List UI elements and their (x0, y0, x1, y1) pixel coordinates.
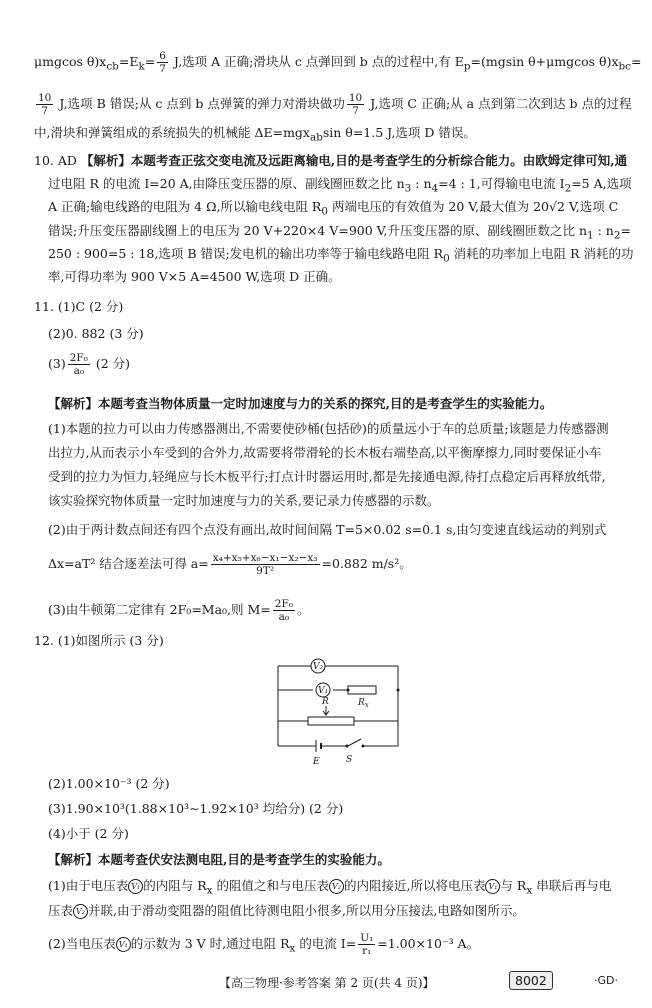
text-line-3: 中,滑块和弹簧组成的系统损失的机械能 ΔE=mgx$_{ab}$sin θ=1.5 J,选项 D 错误。 (34, 125, 476, 144)
q11-para-3: 受到的拉力为恒力,轻绳应与长木板平行;打点计时器运用时,都是先接通电源,待打点稳定后再释放纸带, (48, 469, 606, 484)
voltmeter-v2-symbol: V₂ (73, 904, 88, 919)
circuit-diagram (268, 656, 418, 766)
q10-line-2: 过电阻 R 的电流 I=20 A,由降压变压器的原、副线圈匝数之比 $n_3$ : $n_4=4$ : 1,可得输电电流 $I_2=5$ A,选项 (48, 176, 632, 195)
voltmeter-v1-symbol: V₁ (116, 937, 131, 952)
q10-line-3: A 正确;输电线路的电阻为 4 Ω,所以输电线电阻 $R_0$ 两端电压的有效值为 20 V,最大值为 20√2 V,选项 C (48, 199, 619, 218)
v2-label: V₂ (313, 662, 324, 672)
s-label: S (346, 755, 353, 765)
q11-para-7: (3)由牛顿第二定律有 2F₀=Ma₀,则 M= $\frac{\text{2F₀}}{\text{a₀}}$ 。 (48, 598, 310, 623)
q11-answer-2: (2)0. 882 (3 分) (48, 326, 144, 341)
e-label: E (313, 757, 320, 766)
text-line-2: $\frac{10}{7}$ J,选项 B 错误;从 c 点到 b 点弹簧的弹力对滑块做功 $\frac{10}{7}$ J,选项 C 正确;从 a 点到第二次到达 b 点的过程 (38, 92, 632, 117)
q11-analysis-heading: 【解析】本题考查当物体质量一定时加速度与力的关系的探究,目的是考查学生的实验能力。 (48, 396, 553, 411)
footer-code-badge: 8002 (509, 971, 553, 990)
fraction: $\frac{\text{2F₀}}{\text{a₀}}$ (274, 598, 293, 623)
fraction: $\frac{\text{x₄+x₅+x₆−x₁−x₂−x₃}}{\text{9T²}}$ (212, 552, 318, 577)
fraction: $\frac{\text{2F₀}}{\text{a₀}}$ (69, 352, 88, 377)
rheostat (308, 717, 354, 725)
q11-answer-3: (3) $\frac{\text{2F₀}}{\text{a₀}}$ (2 分) (48, 352, 131, 377)
q11-para-2: 出拉力,从而表示小车受到的合外力,故需要将带滑轮的长木板右端垫高,以平衡摩擦力,同时要保证小车 (48, 445, 602, 460)
rx-label: $R_x$ (358, 698, 369, 709)
q12-para-2: 压表 V₂ 并联,由于滑动变阻器的阻值比待测电阻小很多,所以用分压接法,电路如图所示。 (48, 903, 525, 918)
junction-dot (397, 689, 400, 692)
q12-para-3: (2)当电压表 V₁ 的示数为 3 V 时,通过电阻 $R_x$ 的电流 I= $\frac{\text{U₁}}{\text{r₁}}$ =1.00×10⁻³ A。 (48, 932, 480, 957)
q10-line-6: 率,可得功率为 900 V×5 A=4500 W,选项 D 正确。 (48, 269, 341, 284)
q11-para-1: (1)本题的拉力可以由力传感器测出,不需要使砂桶(包括砂)的质量远小于车的总质量;该题是力传感器测 (48, 421, 609, 436)
q11-answer-1: 11. (1)C (2 分) (34, 299, 124, 314)
fraction: $\frac{10}{7}$ (348, 92, 363, 117)
fraction: $\frac{6}{7}$ (159, 50, 166, 75)
rx-resistor (348, 686, 376, 694)
q11-para-5: (2)由于两计数点间还有四个点没有画出,故时间间隔 T=5×0.02 s=0.1 s,由匀变速直线运动的判别式 (48, 522, 607, 537)
q10-line-5: 250 : 900=5 : 18,选项 B 错误;发电机的输出功率等于输电线路电阻 $R_0$ 消耗的功率加上电阻 R 消耗的功 (48, 246, 634, 265)
switch-contact (346, 745, 349, 748)
q12-analysis-heading: 【解析】本题考查伏安法测电阻,目的是考查学生的实验能力。 (48, 852, 390, 867)
switch-blade (348, 739, 361, 746)
fraction: $\frac{\text{U₁}}{\text{r₁}}$ (360, 932, 374, 957)
voltmeter-v2-symbol: V₂ (329, 879, 344, 894)
switch-contact (362, 745, 365, 748)
q12-answer-2: (2)1.00×10⁻³ (2 分) (48, 776, 170, 791)
q10-line-1: 10. AD 【解析】本题考查正弦交变电流及远距离输电,目的是考查学生的分析综合能力。由欧姆定律可知,通 (34, 153, 628, 168)
q12-para-1: (1)由于电压表 V₁ 的内阻与 $R_x$ 的阻值之和与电压表 V₂ 的内阻接近,所以将电压表 V₁ 与 $R_x$ 串联后再与电 (48, 878, 612, 897)
junction-dot (347, 689, 350, 692)
v1-label: V₁ (318, 686, 329, 696)
q11-para-4: 该实验探究物体质量一定时加速度与力的关系,要记录力传感器的示数。 (48, 493, 440, 508)
r-label: R (322, 697, 329, 707)
q12-answer-1: 12. (1)如图所示 (3 分) (34, 633, 164, 648)
q12-answer-3: (3)1.90×10³(1.88×10³∼1.92×10³ 均给分) (2 分) (48, 801, 344, 816)
q11-para-6: Δx=aT² 结合逐差法可得 a= $\frac{\text{x₄+x₅+x₆−x₁−x₂−x₃}}{\text{9T²}}$ =0.882 m/s²。 (48, 552, 412, 577)
fraction: $\frac{10}{7}$ (38, 92, 52, 117)
q10-line-4: 错误;升压变压器副线圈上的电压为 20 V+220×4 V=900 V,升压变压器的原、副线圈匝数之比 $n_1$ : $n_2=$ (48, 223, 631, 242)
text-line-1: μmgcos $\theta)x_{cb}=E_k=$ $\frac{6}{7}$ J,选项 A 正确;滑块从 c 点弹回到 b 点的过程中,有 $E_p=(mgsin$ θ+μmgcos $\theta)x_{bc}=$ (34, 50, 642, 75)
footer-title: 【高三物理·参考答案 第 2 页(共 4 页)】 (219, 976, 435, 990)
footer-tag: ·GD· (594, 974, 618, 987)
page-footer (34, 970, 634, 996)
voltmeter-v1-symbol: V₁ (485, 879, 500, 894)
voltmeter-v1-symbol: V₁ (128, 879, 143, 894)
q12-answer-4: (4)小于 (2 分) (48, 826, 129, 841)
